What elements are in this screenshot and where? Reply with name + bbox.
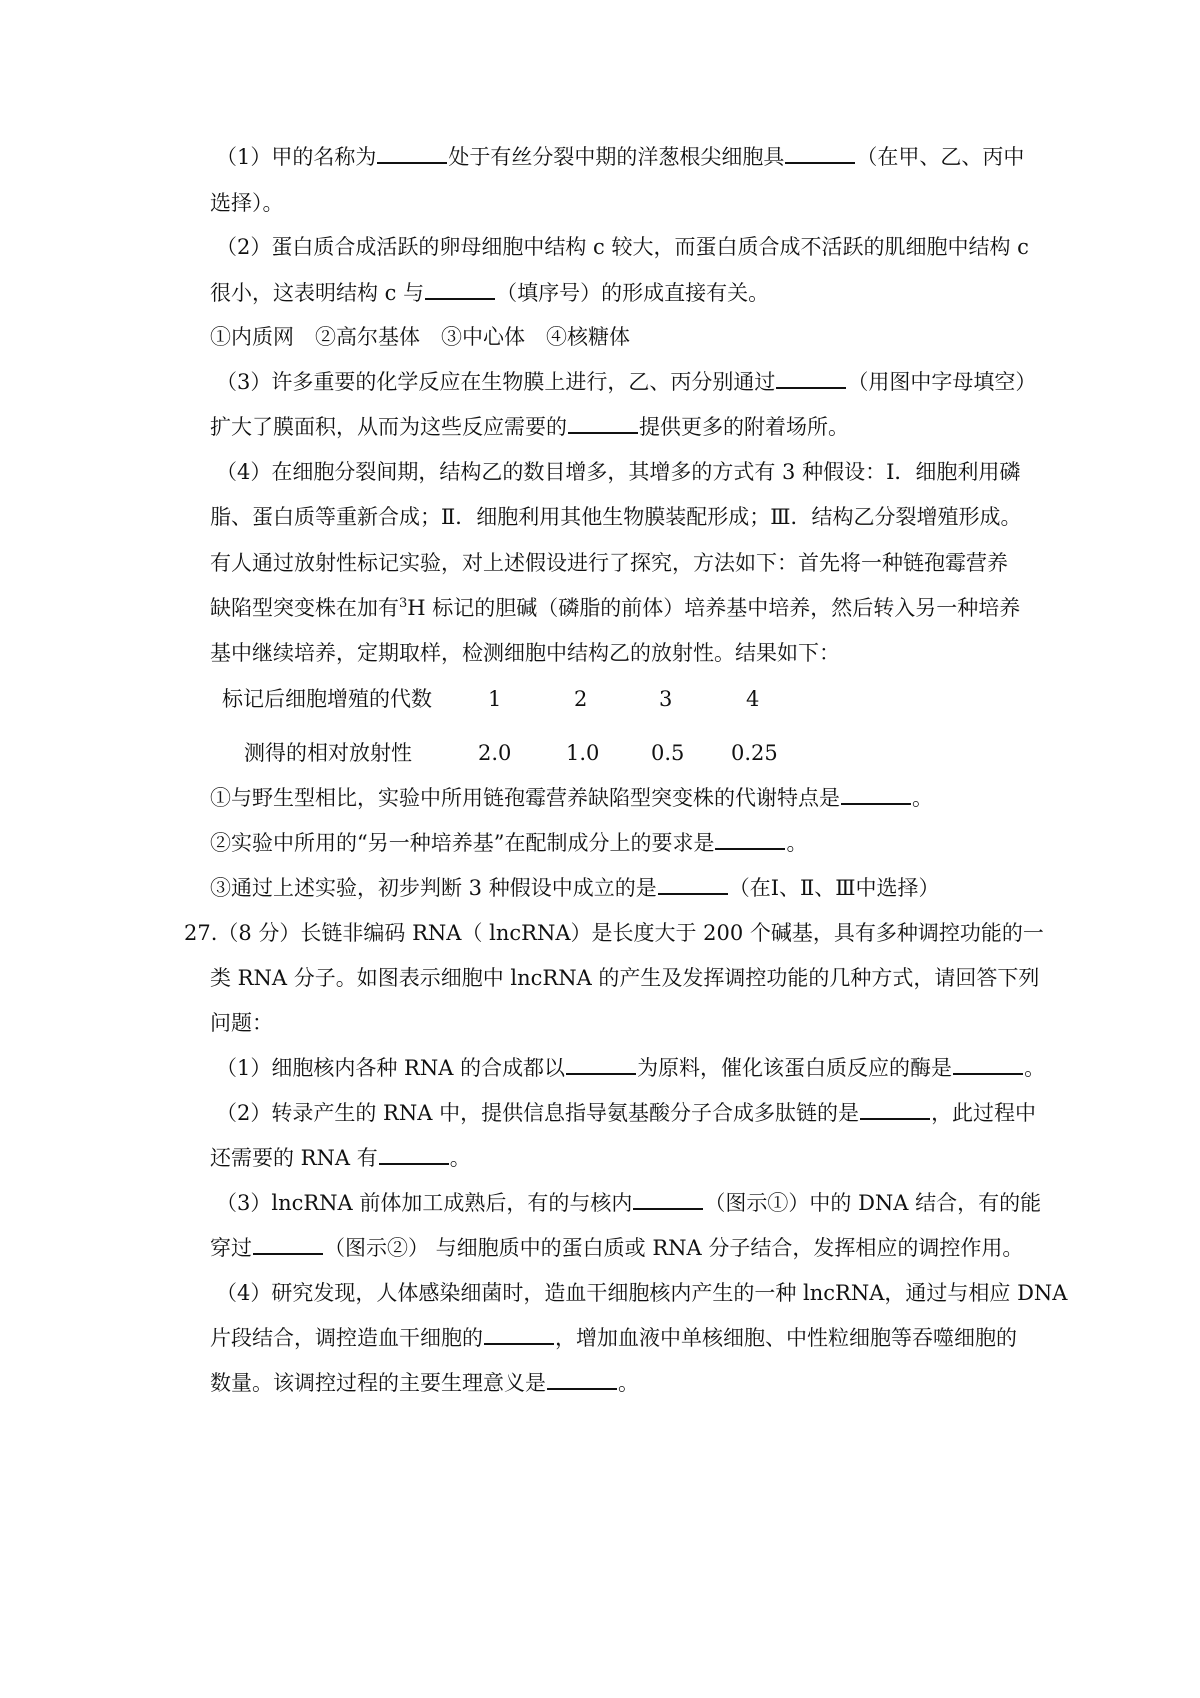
answer-blank [568,412,638,434]
table-row1-value: 4 [746,687,760,711]
table-row2-value: 2.0 [478,741,512,765]
q27-part1-text-b: 为原料，催化该蛋白质反应的酶是 [637,1056,953,1080]
table-row1-label: 标记后细胞增殖的代数 [222,687,432,711]
q26-part1-line1 [216,142,1024,172]
answer-blank [785,142,855,164]
q26-sub2-text: ②实验中所用的“另一种培养基”在配制成分上的要求是 [210,831,715,855]
q27-part1 [216,1053,1045,1083]
q26-sub3 [210,873,940,903]
answer-blank [658,873,728,895]
q26-part1-text-a: （1）甲的名称为 [216,145,377,169]
q26-part4-line5 [210,638,840,668]
q27-part1-text-c: 。 [1024,1056,1046,1080]
table-row2-value: 1.0 [566,741,600,765]
answer-blank [547,1368,617,1390]
q27-intro-text-a: 27.（8 分）长链非编码 RNA（ lncRNA）是长度大于 200 个碱基，具有多种调控功能的一 [184,921,1044,945]
q27-part4-text-a: （4）研究发现，人体感染细菌时，造血干细胞核内产生的一种 lncRNA，通过与相应 DNA [216,1281,1068,1305]
table-row2-value: 0.25 [731,741,778,765]
q26-part3-text-c: 扩大了膜面积，从而为这些反应需要的 [210,415,567,439]
answer-blank [377,142,447,164]
q27-part3-text-b: （图示①）中的 DNA 结合，有的能 [704,1191,1042,1215]
q27-part2-text-d: 。 [449,1146,471,1170]
q26-part2-options-text: ①内质网 ②高尔基体 ③中心体 ④核糖体 [210,325,630,349]
q26-part4-line4 [210,593,1020,623]
table-row2-value: 0.5 [651,741,685,765]
table-row1-value: 3 [659,687,673,711]
q27-part2-text-c: 还需要的 RNA 有 [210,1146,378,1170]
q27-intro-text-c: 问题： [210,1011,273,1035]
q26-part4-text-e: 基中继续培养，定期取样，检测细胞中结构乙的放射性。结果如下： [210,641,840,665]
q26-part4-line2 [210,502,1022,532]
q26-part3-text-a: （3）许多重要的化学反应在生物膜上进行，乙、丙分别通过 [216,370,776,394]
q27-intro-line1 [184,918,1044,948]
q26-part2-line1 [216,232,1029,262]
answer-blank [379,1143,449,1165]
q27-part3-line1 [216,1188,1041,1218]
q26-part1-text-b: 处于有丝分裂中期的洋葱根尖细胞具 [448,145,785,169]
q27-part2-line1 [216,1098,1036,1128]
q26-part2-line2 [210,278,769,308]
q26-part4-text-d1: 缺陷型突变株在加有 [210,596,399,620]
q26-part4-line3 [210,548,1008,578]
q27-part4-text-b: 片段结合，调控造血干细胞的 [210,1326,483,1350]
q27-part3-text-d: （图示②） 与细胞质中的蛋白质或 RNA 分子结合，发挥相应的调控作用。 [324,1236,1024,1260]
q27-intro-line2 [210,963,1039,993]
superscript-3: 3 [399,596,408,611]
q27-part2-text-a: （2）转录产生的 RNA 中，提供信息指导氨基酸分子合成多肽链的是 [216,1101,860,1125]
q27-part4-line1 [216,1278,1067,1308]
q26-part2-text-b: 很小，这表明结构 c 与 [210,281,425,305]
q26-part4-line1 [216,457,1020,487]
answer-blank [425,278,495,300]
q27-part4-line3 [210,1368,639,1398]
q26-part4-text-c: 有人通过放射性标记实验，对上述假设进行了探究，方法如下：首先将一种链孢霉营养 [210,551,1008,575]
q26-part2-text-c: （填序号）的形成直接有关。 [496,281,770,305]
q26-part1-text-c: （在甲、乙、丙中 [856,145,1025,169]
q26-part1-text-d: 选择）。 [210,191,284,215]
q27-part3-line2 [210,1233,1023,1263]
q26-part3-text-b: （用图中字母填空） [847,370,1037,394]
q26-part4-text-a: （4）在细胞分裂间期，结构乙的数目增多，其增多的方式有 3 种假设：Ⅰ．细胞利用磷 [216,460,1021,484]
q26-part1-line2 [210,188,284,218]
q27-part1-text-a: （1）细胞核内各种 RNA 的合成都以 [216,1056,566,1080]
q26-part3-line2 [210,412,849,442]
answer-blank [484,1323,554,1345]
q26-part3-line1 [216,367,1036,397]
q26-sub1-end: 。 [912,786,933,810]
q26-sub3-end: （在Ⅰ、Ⅱ、Ⅲ中选择） [728,876,940,900]
answer-blank [841,783,911,805]
q26-part2-text-a: （2）蛋白质合成活跃的卵母细胞中结构 c 较大，而蛋白质合成不活跃的肌细胞中结构 c [216,235,1029,259]
q26-part4-text-b: 脂、蛋白质等重新合成；Ⅱ．细胞利用其他生物膜装配形成；Ⅲ．结构乙分裂增殖形成。 [210,505,1022,529]
q26-sub2 [210,828,807,858]
q27-part2-line2 [210,1143,471,1173]
q26-part3-text-d: 提供更多的附着场所。 [639,415,849,439]
answer-blank [715,828,785,850]
q27-part4-text-e: 。 [618,1371,639,1395]
table-row2-label: 测得的相对放射性 [244,741,412,765]
q26-sub2-end: 。 [786,831,808,855]
answer-blank [566,1053,636,1075]
q27-part3-text-a: （3）lncRNA 前体加工成熟后，有的与核内 [216,1191,633,1215]
q27-intro-line3 [210,1008,273,1038]
answer-blank [860,1098,930,1120]
q26-sub1 [210,783,933,813]
table-row1-value: 2 [574,687,588,711]
answer-blank [633,1188,703,1210]
q26-sub3-text: ③通过上述实验，初步判断 3 种假设中成立的是 [210,876,657,900]
answer-blank [776,367,846,389]
q27-intro-text-b: 类 RNA 分子。如图表示细胞中 lncRNA 的产生及发挥调控功能的几种方式，请回答下列 [210,966,1040,990]
q27-part2-text-b: ，此过程中 [931,1101,1037,1125]
q27-part4-text-c: ，增加血液中单核细胞、中性粒细胞等吞噬细胞的 [555,1326,1017,1350]
q26-part4-text-d2: H 标记的胆碱（磷脂的前体）培养基中培养，然后转入另一种培养 [407,596,1021,620]
answer-blank [953,1053,1023,1075]
q26-part2-options [210,322,630,352]
table-row1-value: 1 [488,687,502,711]
q26-sub1-text: ①与野生型相比，实验中所用链孢霉营养缺陷型突变株的代谢特点是 [210,786,840,810]
q27-part4-line2 [210,1323,1017,1353]
answer-blank [253,1233,323,1255]
q27-part3-text-c: 穿过 [210,1236,252,1260]
q27-part4-text-d: 数量。该调控过程的主要生理意义是 [210,1371,546,1395]
